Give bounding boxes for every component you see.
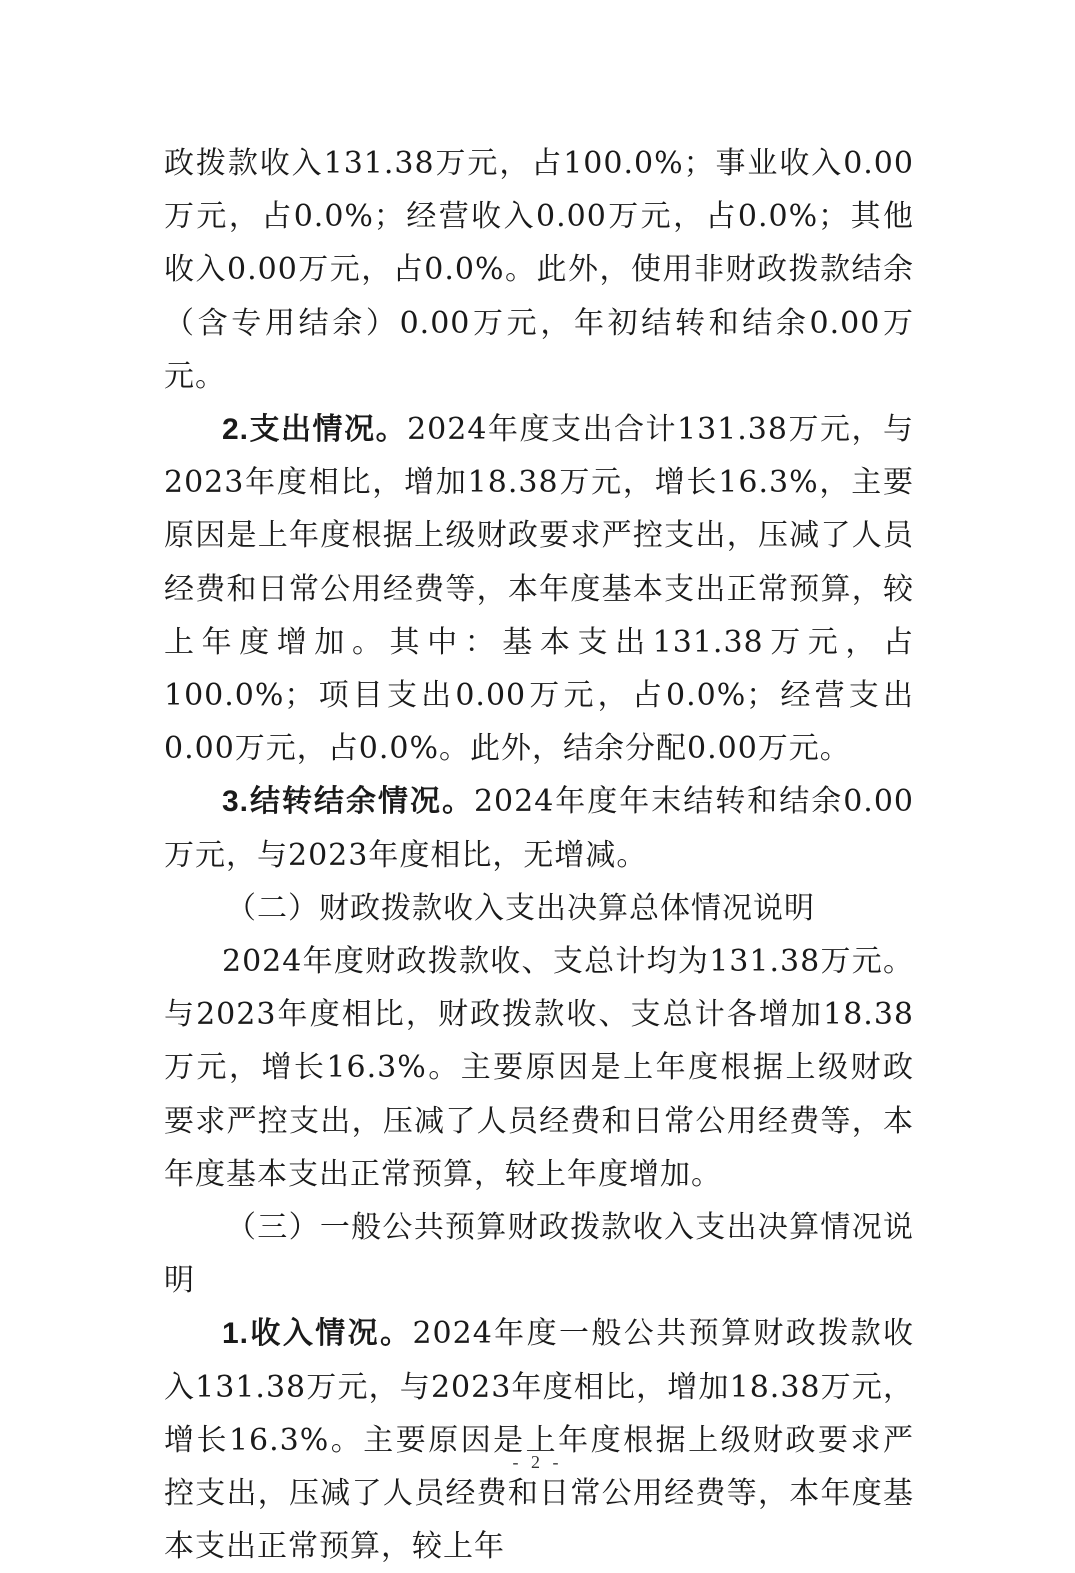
paragraph-text: 2024年度年末结转和结余0.00万元，与2023年度相比，无增减。	[164, 784, 914, 873]
section-heading-3: （三）一般公共预算财政拨款收入支出决算情况说明	[164, 1210, 914, 1299]
item-number: 1.	[222, 1317, 250, 1351]
paragraph-income-continued	[164, 137, 914, 403]
paragraph-text: 2024年度一般公共预算财政拨款收入131.38万元，与2023年度相比，增加18.38万元，增长16.3%。主要原因是上年度根据上级财政要求严控支出，压减了人员经费和日常公用经费等，本年度基本支出正常预算，较上年	[164, 1316, 914, 1565]
page-number: - 2 -	[512, 1452, 563, 1472]
paragraph-fiscal-total	[164, 935, 914, 1201]
paragraph-text: 政拨款收入131.38万元，占100.0%；事业收入0.00万元，占0.0%；经营收入0.00万元，占0.0%；其他收入0.00万元，占0.0%。此外，使用非财政拨款结余（含专用结余）0.00万元，年初结转和结余0.00万元。	[164, 146, 914, 394]
item-heading: 结转结余情况。	[249, 784, 474, 820]
paragraph-text: 2024年度支出合计131.38万元，与2023年度相比，增加18.38万元，增长16.3%，主要原因是上年度根据上级财政要求严控支出，压减了人员经费和日常公用经费等，本年度基本支出正常预算，较上年度增加。其中：基本支出131.38万元，占100.0%；项目支出0.00万元，占0.0%；经营支出0.00万元，占0.0%。此外，结余分配0.00万元。	[164, 412, 915, 767]
document-body	[164, 137, 914, 1573]
item-heading: 收入情况。	[249, 1316, 413, 1352]
item-number: 2.	[222, 413, 250, 447]
paragraph-text: 2024年度财政拨款收、支总计均为131.38万元。与2023年度相比，财政拨款收、支总计各增加18.38万元，增长16.3%。主要原因是上年度根据上级财政要求严控支出，压减了人员经费和日常公用经费等，本年度基本支出正常预算，较上年度增加。	[164, 944, 914, 1192]
paragraph-expenditure	[164, 403, 914, 775]
item-number: 3.	[222, 785, 250, 819]
paragraph-general-budget-income	[164, 1307, 914, 1573]
item-heading: 支出情况。	[249, 412, 408, 448]
paragraph-carryover	[164, 775, 914, 881]
section-heading-2: （二）财政拨款收入支出决算总体情况说明	[226, 890, 815, 926]
